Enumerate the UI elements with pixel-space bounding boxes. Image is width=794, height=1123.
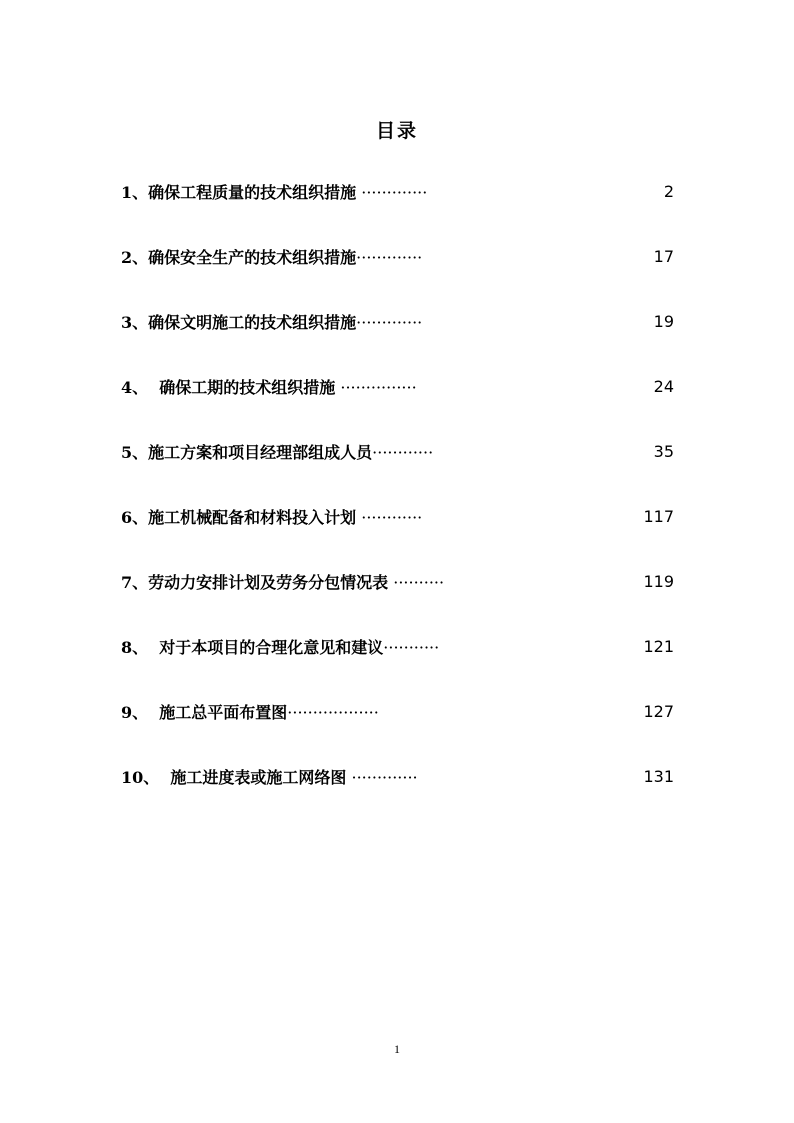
toc-entry[interactable] xyxy=(121,700,674,765)
toc-entry-page: 119 xyxy=(643,572,674,591)
toc-leader-dots: ············· xyxy=(356,248,423,267)
toc-list xyxy=(121,180,674,830)
toc-leader-dots: ··········· xyxy=(383,638,440,657)
toc-entry[interactable] xyxy=(121,310,674,375)
toc-entry-label: 7、劳动力安排计划及劳务分包情况表 xyxy=(121,573,389,592)
toc-entry-page: 117 xyxy=(643,507,674,526)
toc-leader-dots: ············ xyxy=(372,443,434,462)
toc-entry[interactable] xyxy=(121,245,674,310)
toc-leader-dots: ·········· xyxy=(388,573,445,592)
toc-entry-page: 17 xyxy=(653,247,674,266)
toc-leader-dots: ············· xyxy=(356,183,428,202)
toc-entry[interactable] xyxy=(121,505,674,570)
toc-entry-label: 5、施工方案和项目经理部组成人员 xyxy=(121,443,373,462)
toc-entry-page: 19 xyxy=(653,312,674,331)
toc-entry-label: 1、确保工程质量的技术组织措施 xyxy=(121,183,357,202)
toc-entry-label: 2、确保安全生产的技术组织措施 xyxy=(121,248,357,267)
toc-entry-label: 3、确保文明施工的技术组织措施 xyxy=(121,313,357,332)
toc-title: 目录 xyxy=(375,120,418,142)
toc-entry-page: 24 xyxy=(653,377,674,396)
toc-entry-page: 127 xyxy=(643,702,674,721)
toc-entry[interactable] xyxy=(121,635,674,700)
toc-entry-page: 2 xyxy=(663,182,674,201)
toc-entry-label: 4、 确保工期的技术组织措施 xyxy=(121,378,336,397)
toc-entry-label: 9、 施工总平面布置图 xyxy=(121,703,288,722)
toc-leader-dots: ············ xyxy=(356,508,423,527)
toc-leader-dots: ············· xyxy=(356,313,423,332)
toc-entry[interactable] xyxy=(121,440,674,505)
toc-entry-page: 35 xyxy=(653,442,674,461)
toc-entry-label: 10、 施工进度表或施工网络图 xyxy=(121,768,347,787)
toc-entry-page: 131 xyxy=(643,767,674,786)
toc-entry[interactable] xyxy=(121,180,674,245)
toc-entry[interactable] xyxy=(121,765,674,830)
toc-leader-dots: ············· xyxy=(346,768,418,787)
toc-entry-label: 6、施工机械配备和材料投入计划 xyxy=(121,508,357,527)
toc-entry[interactable] xyxy=(121,570,674,635)
toc-entry[interactable] xyxy=(121,375,674,440)
page-number: 1 xyxy=(394,1042,400,1056)
toc-leader-dots: ··············· xyxy=(335,378,417,397)
toc-leader-dots: ·················· xyxy=(287,703,379,722)
toc-entry-page: 121 xyxy=(643,637,674,656)
toc-entry-label: 8、 对于本项目的合理化意见和建议 xyxy=(121,638,384,657)
